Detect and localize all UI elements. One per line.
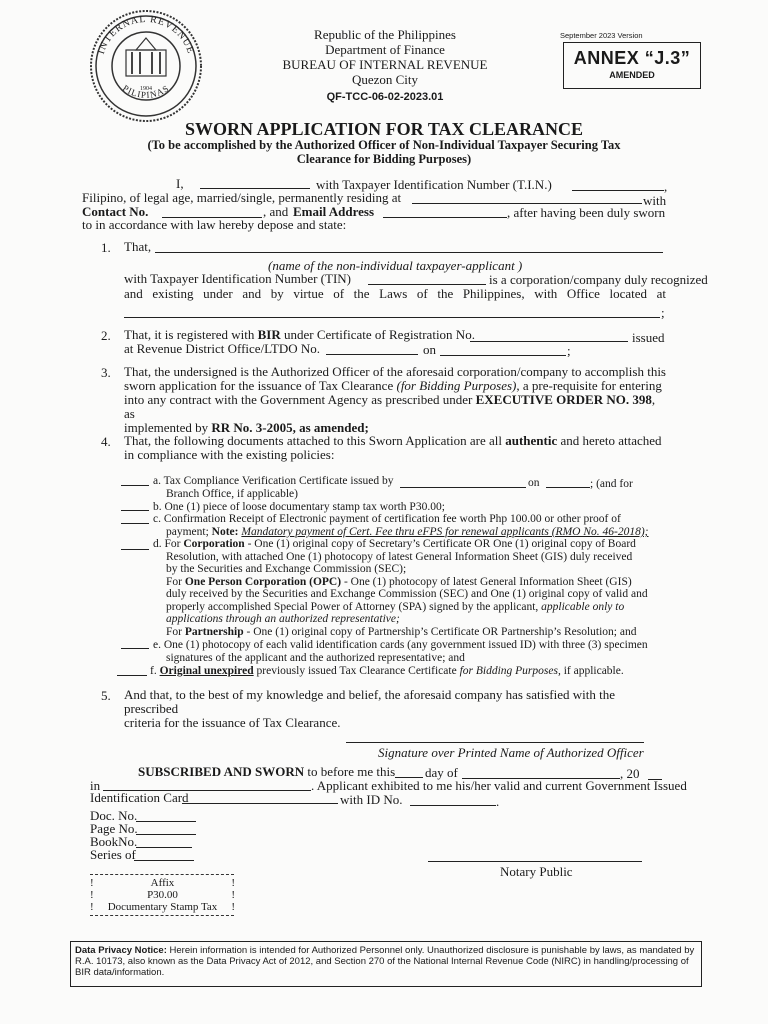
p4-text: That, the following documents attached to this Sworn Application are all authentic and hereto attached in compliance with the existing policies: xyxy=(124,433,662,462)
rdo-blank[interactable] xyxy=(326,354,418,355)
intro-and: , and xyxy=(263,204,289,219)
email-label: Email Address xyxy=(293,204,375,219)
address-blank[interactable] xyxy=(412,203,642,204)
book-no-label: BookNo. xyxy=(90,834,138,849)
doc-no-label: Doc. No. xyxy=(90,808,138,823)
id-card-blank[interactable] xyxy=(182,803,338,804)
series-blank[interactable] xyxy=(134,860,194,861)
p2-issued: issued xyxy=(632,330,665,345)
page-title: SWORN APPLICATION FOR TAX CLEARANCE xyxy=(184,119,584,139)
jurat-line1: SUBSCRIBED AND SWORN to before me this xyxy=(138,764,396,779)
p2-number: 2. xyxy=(101,328,111,343)
annex-amended: AMENDED xyxy=(609,70,655,80)
intro-with: with xyxy=(643,193,667,208)
book-no-blank[interactable] xyxy=(136,847,192,848)
item-a-text: a. Tax Compliance Verification Certificate issued by xyxy=(153,475,394,487)
seal-year: 1904 xyxy=(140,86,152,92)
annex-version: September 2023 Version xyxy=(560,31,643,40)
item-a-check[interactable] xyxy=(121,485,149,486)
p5-number: 5. xyxy=(101,688,111,703)
signature-line[interactable] xyxy=(346,742,644,743)
item-c-note: payment; Note: Mandatory payment of Cert. Fee thru eFPS for renewal applicants (RMO No. 46-2018); xyxy=(166,526,649,538)
p1-tin-blank[interactable] xyxy=(368,284,486,285)
item-a-issuer-blank[interactable] xyxy=(400,487,526,488)
page-subtitle: (To be accomplished by the Authorized Officer of Non-Individual Taxpayer Securing Tax Clearance for Bidding Purposes) xyxy=(147,138,621,166)
item-f-text: f. Original unexpired previously issued Tax Clearance Certificate for Bidding Purposes, if applicable. xyxy=(150,665,624,677)
data-privacy-notice: Data Privacy Notice: Herein information is intended for Authorized Personnel only. Unauthorized disclosure is punishable by laws, as mandated by R.A. 10173, also known as the Data Privacy Act of 2012, and Section 270 of the National Internal Revenue Code (NIRC) in handling/processing of BIR data/information. xyxy=(70,941,702,987)
notary-signature-line[interactable] xyxy=(428,861,642,862)
item-a-date-blank[interactable] xyxy=(546,487,590,488)
p3-text: That, the undersigned is the Authorized Officer of the aforesaid corporation/company to accomplish this sworn application for the issuance of Tax Clearance (for Bidding Purposes), a pre-requisite for entering into any contract with the Government Agency as prescribed under EXECUTIVE ORDER NO. 398, as implemented by RR No. 3-2005, as amended; xyxy=(124,364,666,435)
seal-ring-bottom: PILIPINAS xyxy=(120,82,172,100)
control-number: QF-TCC-06-02-2023.01 xyxy=(326,91,444,103)
seal-emblem-icon xyxy=(88,8,204,124)
stamp-affix: Affix xyxy=(150,877,175,889)
intro-accord: to in accordance with law hereby depose and state: xyxy=(82,217,347,232)
doc-no-blank[interactable] xyxy=(136,821,196,822)
item-d-text: d. For Corporation - One (1) original copy of Secretary’s Certificate OR One (1) original copy of Board Resolution, with attached One (1) photocopy of latest General Information Sheet (GIS) duly received by the Securities and Exchange Commission (SEC); For One Person Corporation (OPC) - One (1) photocopy of latest General Information Sheet (GIS) duly received by the Securities and Exchange Commission (SEC) and One (1) original copy of valid and properly accomplished Special Power of Attorney (SPA) signed by the applicant, applicable only to applications through an authorized representative; For Partnership - One (1) original copy of Partnership’s Certificate OR Partnership’s Resolution; and xyxy=(153,538,648,638)
item-f-check[interactable] xyxy=(117,675,147,676)
stamp-dst: Documentary Stamp Tax xyxy=(107,901,218,913)
annex-title: ANNEX “J.3” xyxy=(573,48,691,68)
item-c-text: c. Confirmation Receipt of Electronic payment of certification fee worth Php 100.00 or other proof of xyxy=(153,513,621,525)
p5-text: And that, to the best of my knowledge and belief, the aforesaid company has satisfied with the prescribed criteria for the issuance of Tax Clearance. xyxy=(124,687,615,730)
p1-name-note: (name of the non-individual taxpayer-applicant ) xyxy=(268,258,523,273)
intro-residing: Filipino, of legal age, married/single, permanently residing at xyxy=(82,190,402,205)
page-no-blank[interactable] xyxy=(136,834,196,835)
tin-blank[interactable] xyxy=(572,190,664,191)
stamp-box[interactable]: ! Affix ! ! P30.00 ! ! Documentary Stamp Tax ! xyxy=(90,874,235,916)
page-no-label: Page No. xyxy=(90,821,138,836)
seal-ring-top: INTERNAL REVENUE xyxy=(95,13,197,56)
bir-seal xyxy=(88,8,204,124)
p1-existing: and existing under and by virtue of the Laws of the Philippines, with Office located at xyxy=(124,286,666,301)
p2-on: on xyxy=(423,342,436,357)
cor-number-blank[interactable] xyxy=(470,341,628,342)
name-blank[interactable] xyxy=(200,188,310,189)
intro-i: I, xyxy=(176,176,184,191)
notary-caption: Notary Public xyxy=(500,864,573,879)
header-republic: Republic of the Philippines xyxy=(314,27,456,42)
office-address-blank[interactable] xyxy=(124,317,660,318)
item-e-check[interactable] xyxy=(121,648,149,649)
item-a-branch: Branch Office, if applicable) xyxy=(166,488,298,500)
header-block xyxy=(250,27,520,105)
item-b-text: b. One (1) piece of loose documentary stamp tax worth P30.00; xyxy=(153,501,445,513)
contact-label: Contact No. xyxy=(82,204,149,219)
item-b-check[interactable] xyxy=(121,510,149,511)
stamp-amount: P30.00 xyxy=(147,889,178,901)
item-d-check[interactable] xyxy=(121,549,149,550)
taxpayer-name-blank[interactable] xyxy=(155,252,663,253)
p1-that: That, xyxy=(124,239,152,254)
p1-tin-label: with Taxpayer Identification Number (TIN) xyxy=(124,271,351,286)
issue-date-blank[interactable] xyxy=(440,355,566,356)
intro-after: , after having been duly sworn xyxy=(507,205,666,220)
p1-number: 1. xyxy=(101,240,111,255)
id-number-blank[interactable] xyxy=(410,805,496,806)
header-bureau: BUREAU OF INTERNAL REVENUE xyxy=(282,57,488,72)
p4-number: 4. xyxy=(101,434,111,449)
p2-rdo: at Revenue District Office/LTDO No. xyxy=(124,341,321,356)
p1-corp: is a corporation/company duly recognized xyxy=(489,272,708,287)
email-blank[interactable] xyxy=(383,217,507,218)
intro-tin-label: with Taxpayer Identification Number (T.I.N.) xyxy=(316,177,552,192)
header-department: Department of Finance xyxy=(325,42,445,57)
item-c-check[interactable] xyxy=(121,523,149,524)
header-city: Quezon City xyxy=(351,72,419,87)
item-e-text: e. One (1) photocopy of each valid identification cards (any government issued ID) with three (3) specimen signatures of the applicant and the authorized representative; and xyxy=(153,639,648,664)
annex-box xyxy=(563,42,701,89)
p3-number: 3. xyxy=(101,365,111,380)
svg-text:INTERNAL REVENUE xyxy=(96,14,196,56)
signature-caption: Signature over Printed Name of Authorized Officer xyxy=(378,745,644,760)
series-label: Series of xyxy=(90,847,136,862)
